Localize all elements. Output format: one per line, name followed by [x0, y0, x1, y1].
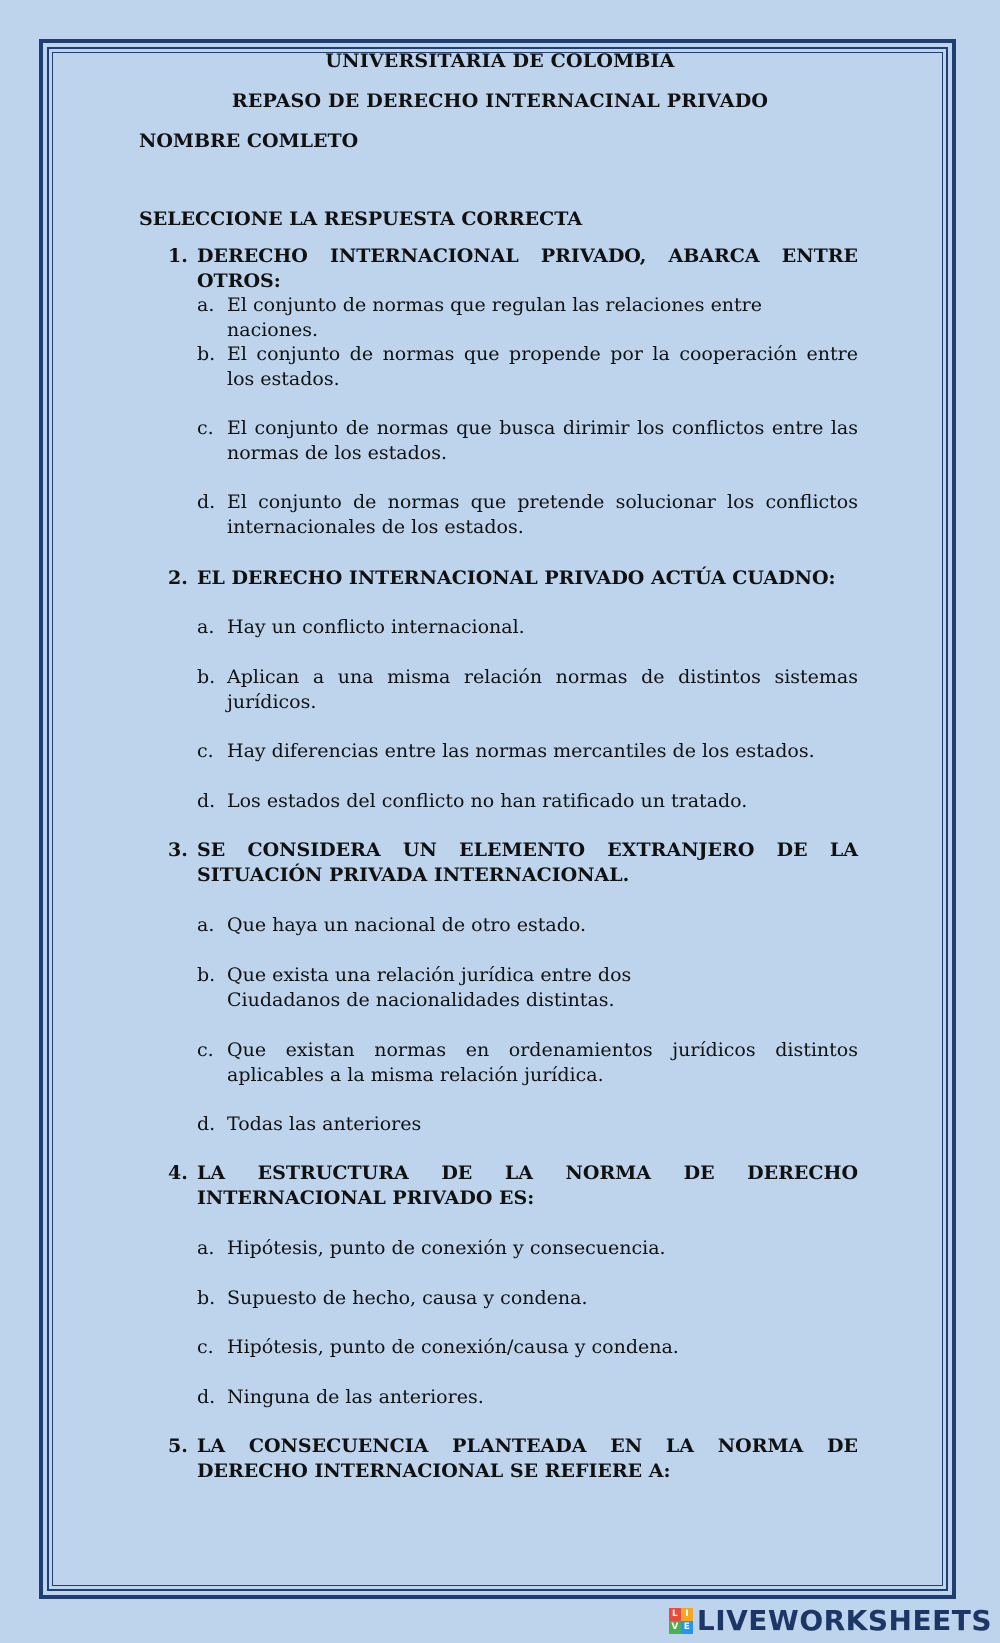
option-text: Supuesto de hecho, causa y condena. [227, 1287, 588, 1309]
option-letter: b. [197, 666, 216, 688]
option-letter: b. [197, 343, 216, 365]
option-1b[interactable] [197, 342, 858, 392]
option-2c[interactable] [197, 739, 858, 764]
option-text-line: Ciudadanos de nacionalidades distintas. [227, 989, 615, 1011]
option-text: Que haya un nacional de otro estado. [227, 914, 587, 936]
liveworksheets-branding[interactable] [669, 1604, 992, 1637]
option-1a[interactable] [197, 293, 858, 343]
option-letter: c. [197, 740, 214, 762]
question-text: DERECHO INTERNACIONAL PRIVADO, ABARCA ENTRE OTROS: [197, 245, 858, 292]
option-text: Ninguna de las anteriores. [227, 1386, 484, 1408]
option-letter: d. [197, 491, 216, 513]
question-text: LA CONSECUENCIA PLANTEADA EN LA NORMA DE DERECHO INTERNACIONAL SE REFIERE A: [197, 1435, 858, 1482]
option-4a[interactable] [197, 1236, 858, 1261]
option-letter: d. [197, 1113, 216, 1135]
option-letter: d. [197, 1386, 216, 1408]
option-letter: b. [197, 964, 216, 986]
option-4d[interactable] [197, 1385, 858, 1410]
liveworksheets-logo-icon [669, 1608, 693, 1634]
option-3a[interactable] [197, 913, 858, 938]
option-letter: c. [197, 417, 214, 439]
option-2a[interactable] [197, 615, 858, 640]
option-text-line: Que exista una relación jurídica entre dos [227, 964, 632, 986]
question-number: 4. [168, 1162, 188, 1184]
option-4c[interactable] [197, 1335, 858, 1360]
institution-title: UNIVERSITARIA DE COLOMBIA [325, 50, 675, 72]
option-3d[interactable] [197, 1112, 858, 1137]
option-letter: d. [197, 790, 216, 812]
option-text [227, 963, 858, 1013]
option-text: Los estados del conflicto no han ratificado un tratado. [227, 790, 748, 812]
option-text: Hipótesis, punto de conexión/causa y condena. [227, 1336, 679, 1358]
name-label: NOMBRE COMLETO [139, 130, 359, 152]
option-text: Hay un conflicto internacional. [227, 616, 525, 638]
question-4 [168, 1161, 858, 1211]
brand-name: LIVEWORKSHEETS [696, 1604, 992, 1637]
question-text: SE CONSIDERA UN ELEMENTO EXTRANJERO DE LA SITUACIÓN PRIVADA INTERNACIONAL. [197, 839, 858, 886]
question-number: 2. [168, 567, 188, 589]
option-text: Que existan normas en ordenamientos jurídicos distintos aplicables a la misma relación jurídica. [227, 1039, 858, 1086]
question-5 [168, 1434, 858, 1484]
option-1d[interactable] [197, 490, 858, 540]
question-3 [168, 838, 858, 888]
option-1c[interactable] [197, 416, 858, 466]
question-text: LA ESTRUCTURA DE LA NORMA DE DERECHO INTERNACIONAL PRIVADO ES: [197, 1162, 858, 1209]
option-letter: b. [197, 1287, 216, 1309]
option-letter: a. [197, 294, 215, 316]
logo-letter: L [669, 1608, 681, 1621]
option-text: Aplican a una misma relación normas de distintos sistemas jurídicos. [227, 666, 858, 713]
logo-letter: I [681, 1608, 693, 1621]
subject-title: REPASO DE DERECHO INTERNACINAL PRIVADO [231, 90, 769, 112]
question-number: 3. [168, 839, 188, 861]
option-text: Hay diferencias entre las normas mercantiles de los estados. [227, 740, 815, 762]
instruction-label: SELECCIONE LA RESPUESTA CORRECTA [139, 208, 583, 230]
logo-letter: E [681, 1621, 693, 1634]
option-2b[interactable] [197, 665, 858, 715]
option-letter: c. [197, 1336, 214, 1358]
option-2d[interactable] [197, 789, 858, 814]
question-number: 5. [168, 1435, 188, 1457]
option-text: Todas las anteriores [227, 1113, 422, 1135]
option-4b[interactable] [197, 1286, 858, 1311]
option-text: El conjunto de normas que busca dirimir los conflictos entre las normas de los estados. [227, 417, 858, 464]
option-letter: a. [197, 616, 215, 638]
option-letter: a. [197, 914, 215, 936]
question-number: 1. [168, 245, 188, 267]
option-letter: c. [197, 1039, 214, 1061]
option-3b[interactable] [197, 963, 858, 1013]
question-2 [168, 566, 858, 591]
logo-letter: V [669, 1621, 681, 1634]
option-text: El conjunto de normas que regulan las relaciones entre naciones. [227, 294, 763, 341]
option-text: El conjunto de normas que pretende solucionar los conflictos internacionales de los estados. [227, 491, 858, 538]
question-1 [168, 244, 858, 294]
option-text: El conjunto de normas que propende por la cooperación entre los estados. [227, 343, 858, 390]
option-letter: a. [197, 1237, 215, 1259]
option-text: Hipótesis, punto de conexión y consecuencia. [227, 1237, 666, 1259]
question-text: EL DERECHO INTERNACIONAL PRIVADO ACTÚA CUADNO: [197, 567, 836, 589]
option-3c[interactable] [197, 1038, 858, 1088]
